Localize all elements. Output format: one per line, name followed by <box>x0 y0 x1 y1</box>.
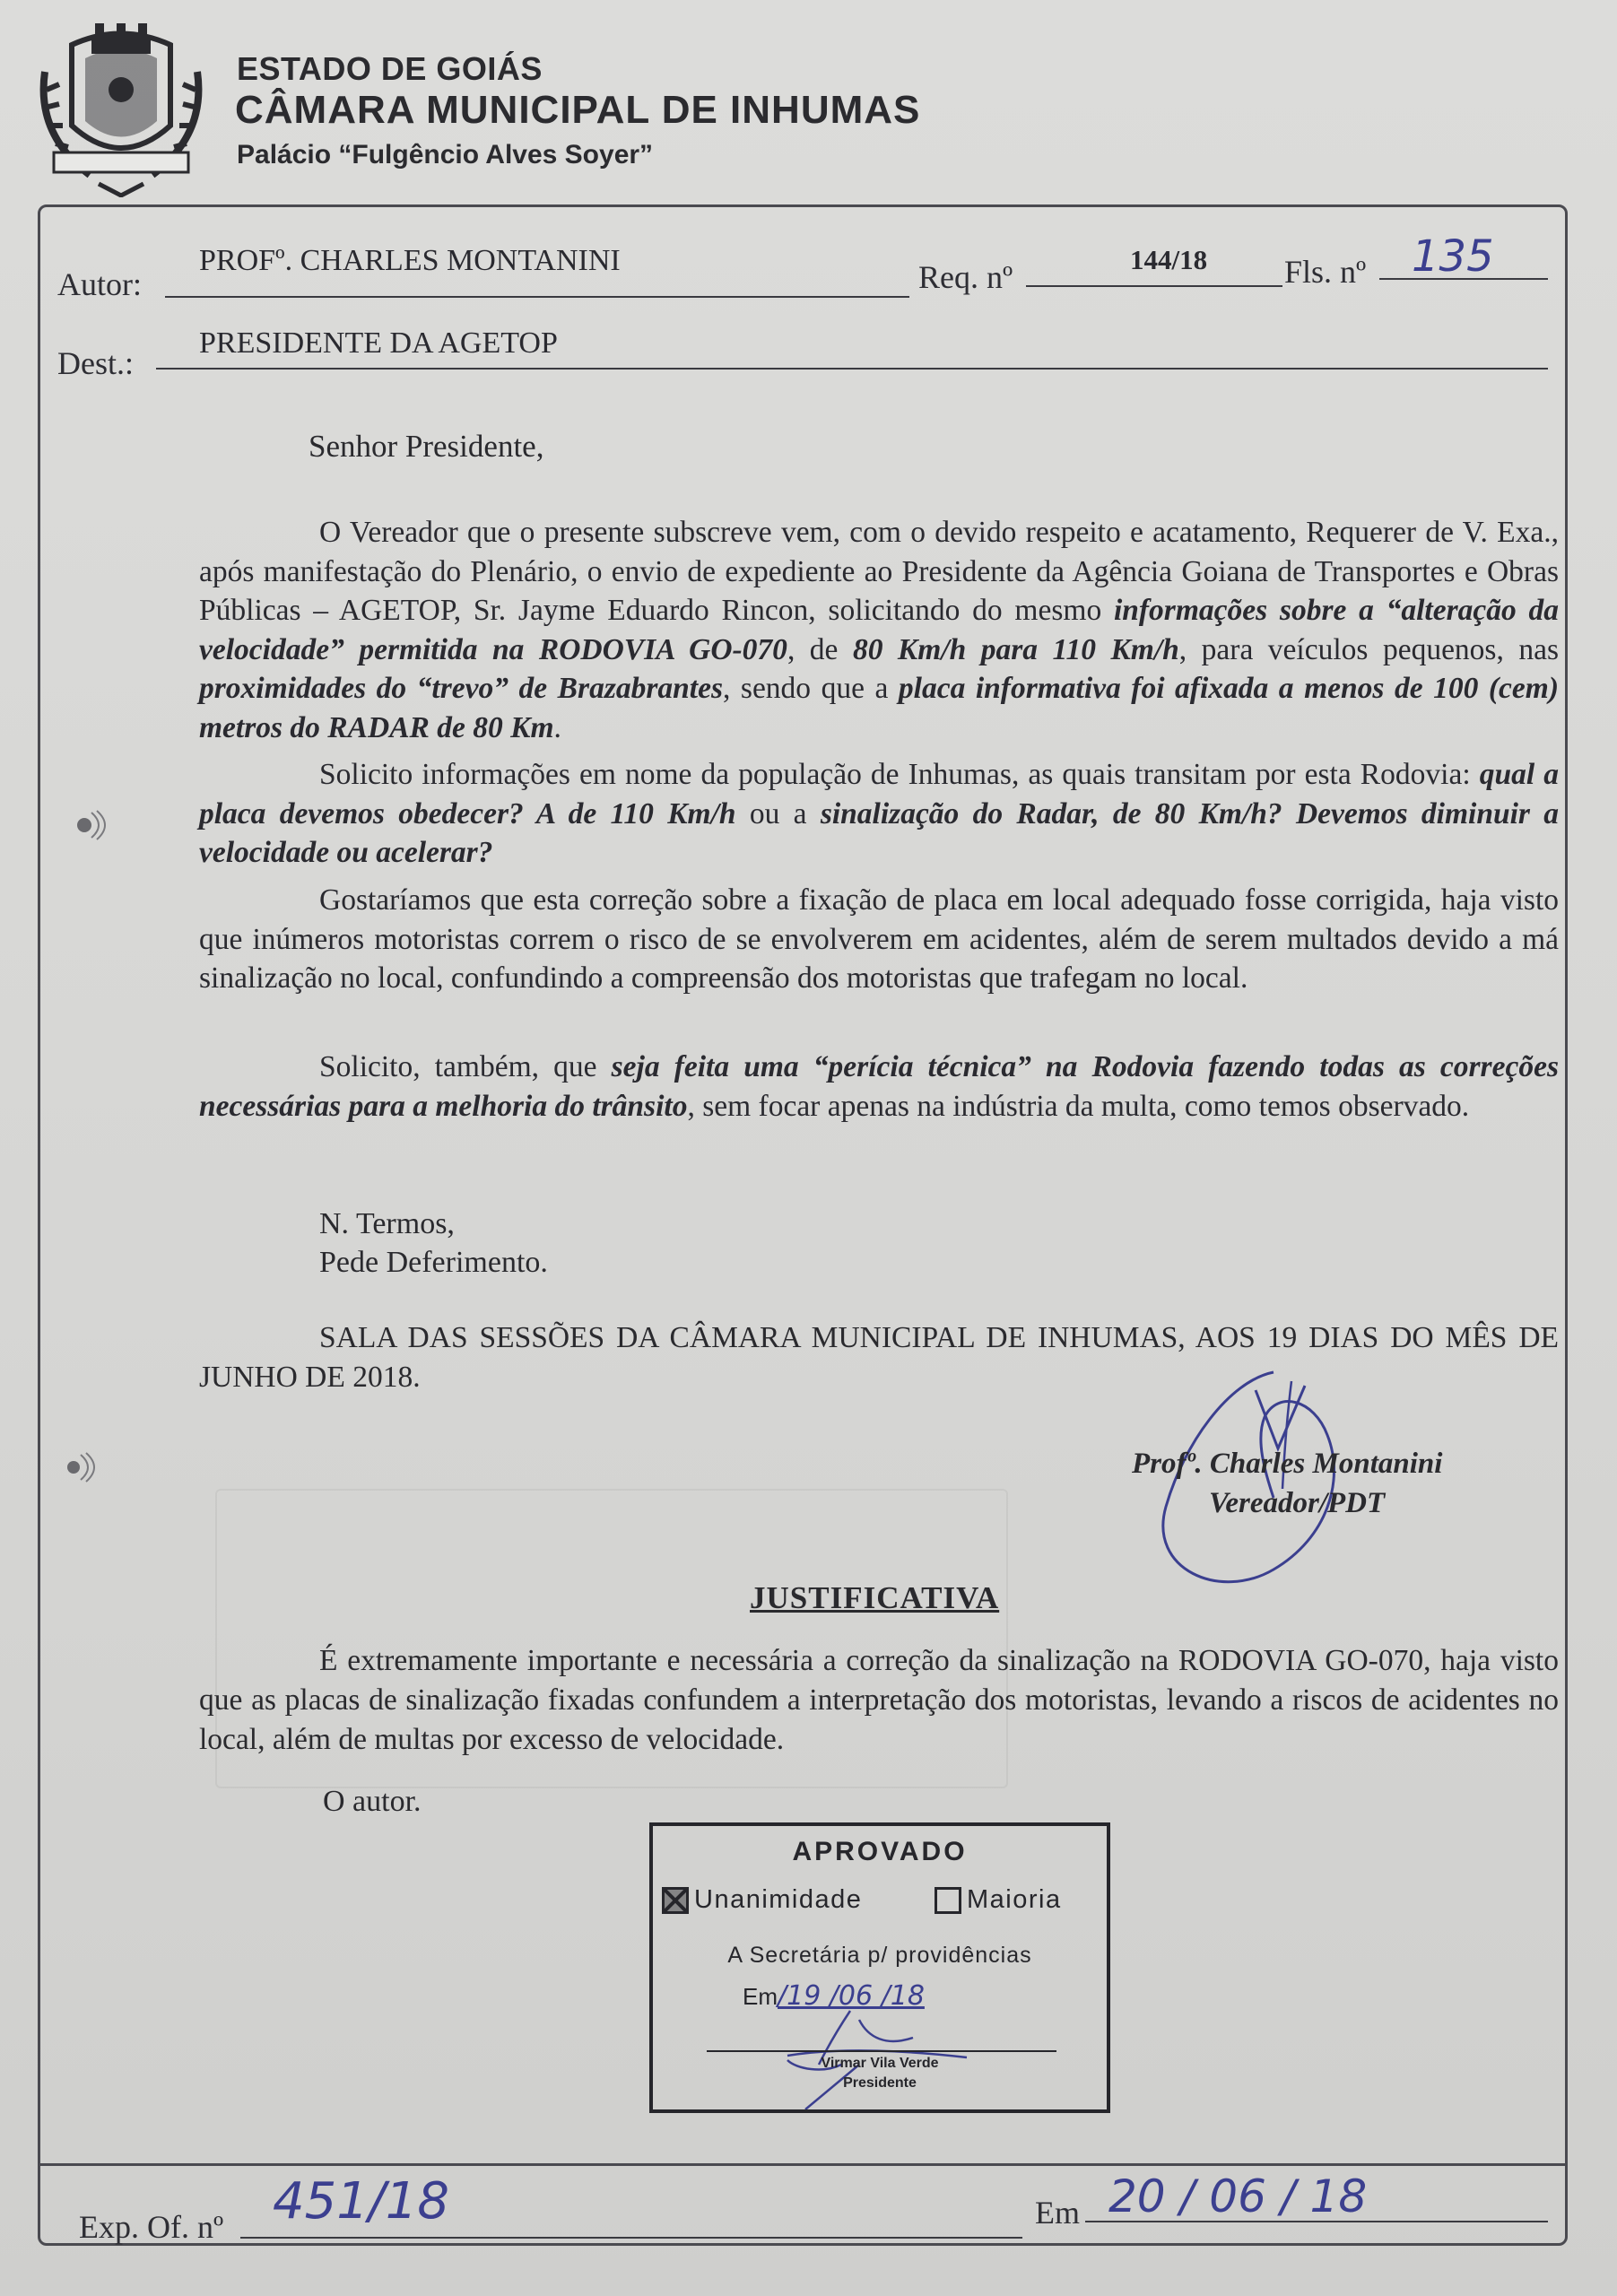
header-institution: CÂMARA MUNICIPAL DE INHUMAS <box>235 88 921 132</box>
emphasis-text: sinalização do Radar, de 80 Km/h? Devemos diminuir a velocidade ou acelerar? <box>199 796 1559 869</box>
req-value: 144/18 <box>1130 244 1208 275</box>
body-text-run: , de <box>787 632 853 666</box>
approval-stamp <box>649 1822 1110 2113</box>
exp-label: Exp. Of. nº <box>79 2209 224 2245</box>
footer-divider <box>38 2163 1568 2166</box>
body-text-run: , para veículos pequenos, nas <box>1178 632 1559 666</box>
municipal-coat-of-arms-icon <box>36 18 206 197</box>
dest-line <box>156 368 1548 370</box>
stamp-date: Em/19 /06 /18 <box>743 1980 925 2012</box>
justification-text: É extremamente importante e necessária a correção da sinalização na RODOVIA GO-070, haja visto que as placas de sinalização fixadas confundem a interpretação dos motoristas, levando a riscos de acidentes no local, além de multas por excesso de velocidade. <box>199 1644 1559 1756</box>
emphasis-text: informações sobre a “alteração da velocidade” permitida na RODOVIA GO-070 <box>199 594 1560 666</box>
punch-hole-icon <box>70 805 109 845</box>
autor-line <box>165 296 909 298</box>
checked-x-icon <box>662 1887 689 1914</box>
signer-name: Profº. Charles Montanini <box>1132 1448 1443 1480</box>
body-text-run: Solicito, também, que <box>319 1050 612 1083</box>
req-line <box>1026 285 1282 287</box>
autor-value: PROFº. CHARLES MONTANINI <box>199 244 621 277</box>
emphasis-text: proximidades do “trevo” de Brazabrantes <box>199 672 723 705</box>
emphasis-text: seja feita uma “perícia técnica” na Rodovia fazendo todas as correções necessárias para a melhoria do trânsito <box>199 1050 1559 1123</box>
footer-em-label: Em <box>1035 2195 1080 2231</box>
stamp-title: APROVADO <box>792 1837 968 1866</box>
body-text-run: Solicito informações em nome da população de Inhumas, as quais transitam por esta Rodovia: <box>319 758 1480 791</box>
session-place-date: SALA DAS SESSÕES DA CÂMARA MUNICIPAL DE INHUMAS, AOS 19 DIAS DO MÊS DE JUNHO DE 2018. <box>199 1321 1559 1394</box>
handwritten-signature-icon <box>1121 1363 1390 1605</box>
closing-termos: N. Termos, <box>319 1207 455 1240</box>
emphasis-text: placa informativa foi afixada a menos de 100 (cem) metros do RADAR de 80 Km <box>199 672 1559 744</box>
salutation: Senhor Presidente, <box>309 429 544 464</box>
stamp-checkbox-unanimidade <box>662 1887 689 1914</box>
exp-line <box>240 2237 1022 2239</box>
paragraph-2 <box>199 755 1559 873</box>
body-text-run: O Vereador que o presente subscreve vem, com o devido respeito e acatamento, Requerer de V. Exa., após manifestação do Plenário, o envio de expediente ao Presidente da Agência Goiana de Transportes e Obras Públicas – AGETOP, Sr. Jayme Eduardo Rincon, solicitando do mesmo <box>199 516 1559 627</box>
emphasis-text: 80 Km/h para 110 Km/h <box>852 632 1179 666</box>
closing-deferimento: Pede Deferimento. <box>319 1246 548 1279</box>
paragraph-3 <box>199 881 1559 998</box>
header-palace: Palácio “Fulgêncio Alves Soyer” <box>237 140 654 170</box>
justification-title: JUSTIFICATIVA <box>750 1580 1000 1615</box>
body-text-run: . <box>553 710 561 744</box>
autor-label: Autor: <box>57 266 142 302</box>
footer-em-value: 20 / 06 / 18 <box>1108 2170 1368 2222</box>
stamp-president-role: Presidente <box>843 2075 917 2091</box>
stamp-president-name: Virmar Vila Verde <box>821 2056 939 2071</box>
signer-role: Vereador/PDT <box>1209 1487 1386 1519</box>
exp-value: 451/18 <box>273 2172 450 2231</box>
body-text-run: ou a <box>735 796 821 831</box>
req-label: Req. nº <box>918 259 1013 295</box>
fls-label: Fls. nº <box>1284 254 1367 290</box>
paragraph-4 <box>199 1048 1559 1126</box>
body-text-run: , sendo que a <box>723 672 899 705</box>
punch-hole-icon <box>59 1448 99 1487</box>
body-text-run: , sem focar apenas na indústria da multa, como temos observado. <box>687 1089 1470 1123</box>
justification-author: O autor. <box>323 1785 422 1818</box>
stamp-option-maioria: Maioria <box>967 1885 1062 1914</box>
dest-label: Dest.: <box>57 345 134 381</box>
header-state: ESTADO DE GOIÁS <box>237 50 543 87</box>
body-text-run: Gostaríamos que esta correção sobre a fixação de placa em local adequado fosse corrigida, haja visto que inúmeros motoristas correm o risco de se envolverem em acidentes, além de serem multados devido a má sinalização no local, confundindo a compreensão dos motoristas que trafegam no local. <box>199 883 1559 995</box>
dest-value: PRESIDENTE DA AGETOP <box>199 326 558 360</box>
fls-value: 135 <box>1412 231 1494 282</box>
paragraph-1 <box>199 513 1559 747</box>
emphasis-text: qual a placa devemos obedecer? A de 110 Km/h <box>199 758 1559 831</box>
stamp-secretary: A Secretária p/ providências <box>727 1943 1032 1968</box>
stamp-signature-line <box>707 2050 1056 2052</box>
stamp-checkbox-maioria <box>935 1887 961 1914</box>
stamp-option-unanimidade: Unanimidade <box>694 1885 863 1914</box>
